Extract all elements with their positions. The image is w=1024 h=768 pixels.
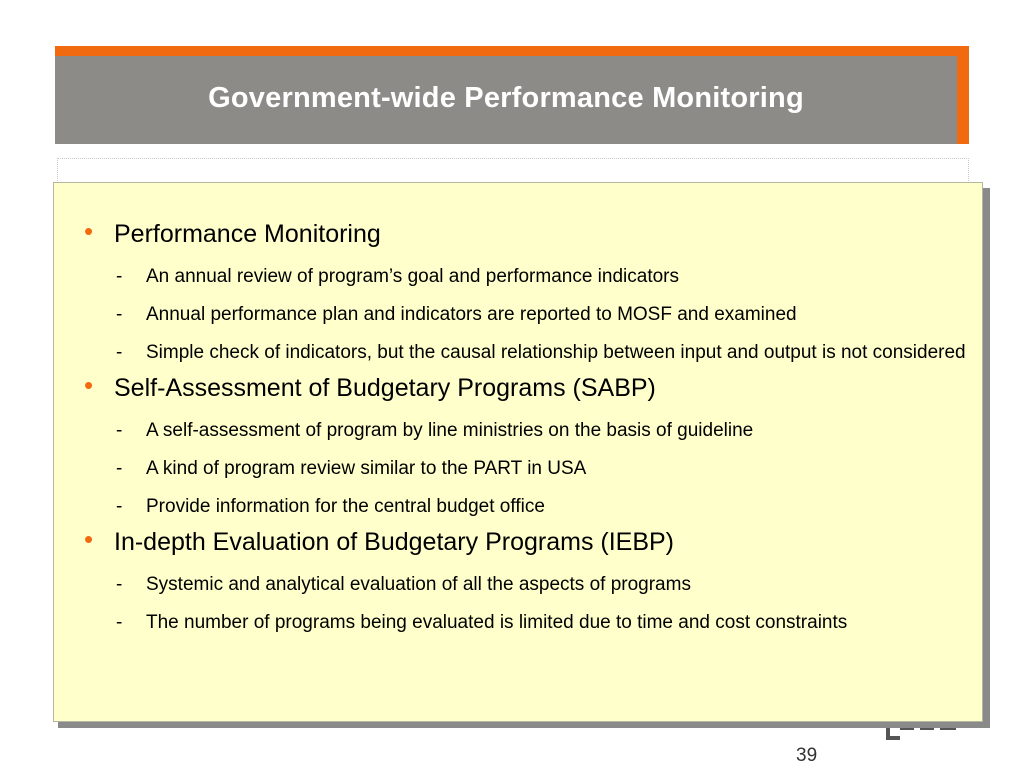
title-bar — [55, 56, 957, 144]
dash-icon: - — [116, 304, 123, 325]
bullet-heading-row — [84, 216, 974, 249]
bullet-section — [84, 370, 974, 517]
bullet-heading: In-depth Evaluation of Budgetary Programs (IEBP) — [114, 528, 675, 556]
sub-bullet-text: An annual review of program’s goal and performance indicators — [146, 266, 680, 287]
dash-icon: - — [116, 574, 123, 595]
dash-icon: - — [116, 612, 123, 633]
bullet-icon: • — [84, 216, 94, 246]
bullet-icon: • — [84, 524, 94, 554]
sub-bullet-text: Provide information for the central budget office — [146, 496, 545, 517]
dash-icon: - — [116, 458, 123, 479]
bullet-heading-row — [84, 524, 974, 557]
content-box — [53, 182, 983, 722]
bullet-list — [84, 216, 974, 633]
bullet-heading: Performance Monitoring — [114, 220, 381, 248]
dash-icon: - — [116, 496, 123, 517]
bullet-heading: Self-Assessment of Budgetary Programs (SABP) — [114, 374, 656, 402]
bullet-heading-row — [84, 370, 974, 403]
sub-bullet-text: Annual performance plan and indicators are reported to MOSF and examined — [146, 304, 797, 325]
sub-bullet-text: Simple check of indicators, but the causal relationship between input and output is not considered — [146, 342, 966, 363]
sub-bullet — [84, 574, 974, 595]
bullet-section — [84, 216, 974, 363]
page-number: 39 — [796, 745, 818, 766]
dash-icon: - — [116, 266, 123, 287]
sub-bullet — [84, 266, 974, 287]
sub-bullet — [84, 420, 974, 441]
sub-bullet — [84, 612, 974, 633]
sub-bullet — [84, 342, 974, 363]
sub-bullet-text: A self-assessment of program by line ministries on the basis of guideline — [146, 420, 754, 441]
sub-bullet — [84, 458, 974, 479]
bullet-section — [84, 524, 974, 633]
sub-bullet — [84, 304, 974, 325]
sub-bullet — [84, 496, 974, 517]
sub-bullet-text: A kind of program review similar to the PART in USA — [146, 458, 587, 479]
slide-title: Government-wide Performance Monitoring — [208, 81, 804, 114]
sub-bullet-text: The number of programs being evaluated is limited due to time and cost constraints — [146, 612, 848, 633]
dash-icon: - — [116, 342, 123, 363]
dash-icon: - — [116, 420, 123, 441]
bullet-icon: • — [84, 370, 94, 400]
sub-bullet-text: Systemic and analytical evaluation of all the aspects of programs — [146, 574, 691, 595]
